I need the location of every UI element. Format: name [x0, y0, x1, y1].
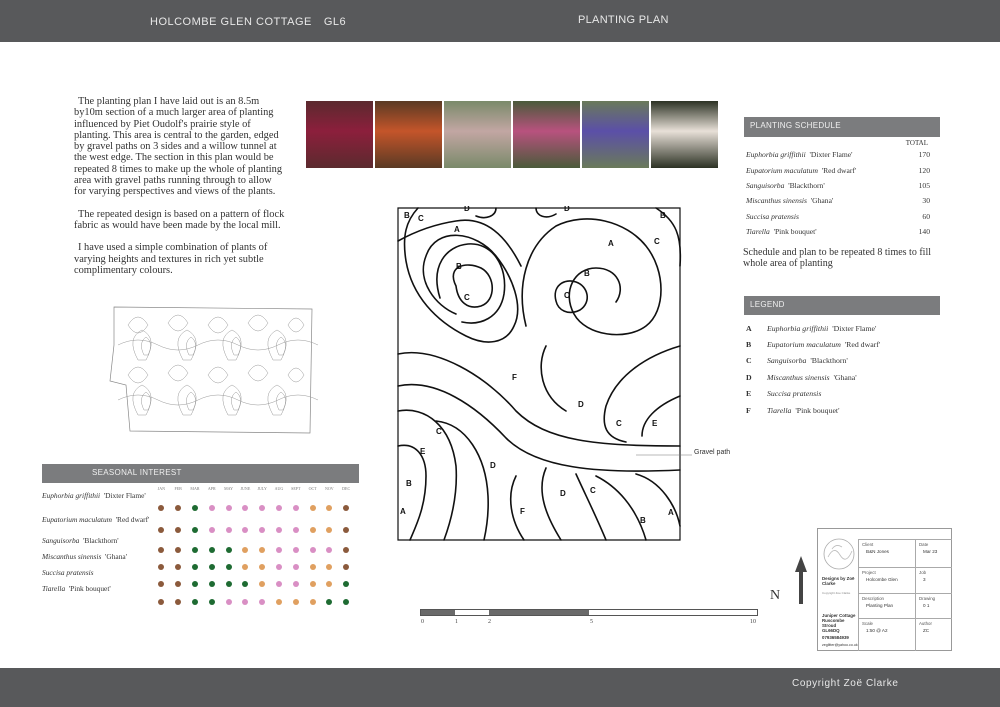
legend-plant: Euphorbia griffithii 'Dixter Flame' — [767, 323, 877, 333]
season-dot-row — [153, 540, 355, 558]
month-labels — [153, 486, 355, 491]
legend-key: E — [746, 389, 752, 399]
plant-name: Succisa pratensis — [746, 211, 799, 221]
total-header: TOTAL — [905, 139, 928, 147]
season-dot — [209, 527, 215, 533]
intro-paragraph: The repeated design is based on a pattern of flock fabric as would have been made by the local mill. — [74, 208, 285, 231]
month-label: SEPT — [291, 486, 301, 491]
plan-letter-e: E — [652, 419, 658, 428]
season-dot — [326, 505, 332, 511]
scale-label: 2 — [488, 619, 491, 625]
plan-letter-d: D — [578, 400, 584, 409]
season-dot — [175, 599, 181, 605]
season-dot — [326, 564, 332, 570]
season-dot — [343, 599, 349, 605]
plant-name: Tiarella 'Pink bouquet' — [746, 227, 817, 237]
planting-schedule — [746, 139, 932, 239]
month-label: APR — [207, 486, 216, 491]
client-cell: Client B&N Jones — [858, 539, 915, 567]
season-dot — [242, 505, 248, 511]
season-dot — [343, 581, 349, 587]
season-dot — [293, 599, 299, 605]
season-dot — [192, 527, 198, 533]
season-dot — [242, 581, 248, 587]
season-dot — [343, 547, 349, 553]
plan-letter-e: E — [420, 447, 426, 456]
season-dot — [310, 599, 316, 605]
season-dot — [310, 547, 316, 553]
schedule-row — [746, 193, 932, 208]
scale-label: 1 — [455, 619, 458, 625]
month-label: JAN — [157, 486, 166, 491]
succisa-photo — [582, 101, 649, 168]
legend-key: B — [746, 340, 752, 350]
flock-fabric-sketch — [108, 305, 318, 435]
eupatorium-photo — [513, 101, 580, 168]
plant-name: Sanguisorba 'Blackthorn' — [746, 180, 825, 190]
season-dot — [276, 547, 282, 553]
season-plant-name: Tiarella 'Pink bouquet' — [42, 584, 111, 593]
season-dot — [175, 505, 181, 511]
season-dot — [293, 547, 299, 553]
season-dot-row — [153, 557, 355, 575]
season-dot — [175, 581, 181, 587]
season-dot — [276, 564, 282, 570]
plan-letter-a: A — [608, 239, 614, 248]
season-dot — [259, 581, 265, 587]
north-label: N — [770, 588, 781, 603]
legend-key: F — [746, 405, 751, 415]
legend-row — [746, 369, 880, 385]
euphorbia-photo — [375, 101, 442, 168]
season-dot — [259, 564, 265, 570]
season-plant-name: Succisa pratensis — [42, 568, 94, 577]
plant-quantity: 60 — [922, 211, 930, 221]
season-dot — [226, 564, 232, 570]
season-dot — [310, 581, 316, 587]
description-cell: Description Planting Plan — [858, 593, 915, 618]
gravel-path-label: Gravel path — [694, 449, 731, 456]
season-dot — [293, 505, 299, 511]
legend-row — [746, 402, 880, 418]
schedule-row — [746, 178, 932, 193]
plan-letter-b: B — [406, 479, 412, 488]
legend — [746, 320, 880, 418]
plan-letter-c: C — [590, 486, 596, 495]
month-label: AUG — [274, 486, 284, 491]
sanguisorba-photo — [306, 101, 373, 168]
season-dot — [209, 599, 215, 605]
plan-letter-b: B — [456, 262, 462, 271]
plan-letter-f: F — [520, 507, 525, 516]
season-dot — [226, 599, 232, 605]
season-dot — [209, 564, 215, 570]
gravel-path-leader — [636, 452, 692, 458]
season-dot — [192, 581, 198, 587]
plant-name: Eupatorium maculatum 'Red dwarf' — [746, 165, 857, 175]
legend-row — [746, 353, 880, 369]
plan-letter-a: A — [454, 225, 460, 234]
footer-copyright: Copyright Zoë Clarke — [792, 678, 899, 689]
season-plant-name: Eupatorium maculatum 'Red dwarf' — [42, 515, 150, 524]
season-dot — [326, 547, 332, 553]
title-block — [817, 528, 952, 651]
season-plant-name: Sanguisorba 'Blackthorn' — [42, 536, 119, 545]
month-label: MAR — [190, 486, 200, 491]
drawing-cell: Drawing 0 1 — [915, 593, 952, 618]
plant-quantity: 105 — [918, 180, 930, 190]
plant-quantity: 30 — [922, 196, 930, 206]
season-dot — [259, 547, 265, 553]
schedule-row — [746, 224, 932, 239]
season-dot — [175, 564, 181, 570]
season-dot — [259, 505, 265, 511]
plan-letter-c: C — [616, 419, 622, 428]
season-dot — [175, 547, 181, 553]
scale-label: 10 — [750, 619, 756, 625]
season-dot-row — [153, 592, 355, 610]
month-label: OCT — [308, 486, 317, 491]
address: Juniper Cottage Ruscombe Stroud GL66DQ — [822, 613, 856, 633]
season-dot — [343, 564, 349, 570]
project-title: HOLCOMBE GLEN COTTAGE GL6 — [150, 16, 347, 28]
legend-plant: Sanguisorba 'Blackthorn' — [767, 356, 848, 366]
legend-row — [746, 386, 880, 402]
season-dot — [158, 527, 164, 533]
plan-letter-b: B — [660, 211, 666, 220]
schedule-row — [746, 162, 932, 177]
season-dot — [242, 547, 248, 553]
season-dot — [226, 581, 232, 587]
scale-label: 0 — [421, 619, 424, 625]
intro-text — [74, 96, 286, 287]
date-cell: Date Mar 23 — [915, 539, 952, 567]
season-dot — [343, 505, 349, 511]
season-dot — [259, 527, 265, 533]
season-dot — [192, 505, 198, 511]
legend-plant: Miscanthus sinensis 'Ghana' — [767, 372, 857, 382]
season-dot-row — [153, 520, 355, 538]
legend-row — [746, 320, 880, 336]
tiarella-photo — [651, 101, 718, 168]
season-dot — [293, 581, 299, 587]
plant-name: Euphorbia griffithii 'Dixter Flame' — [746, 150, 853, 160]
footer-bar — [0, 668, 1000, 707]
schedule-note: Schedule and plan to be repeated 8 times to fill whole area of planting — [743, 247, 931, 269]
season-dot — [259, 599, 265, 605]
plan-letter-b: B — [404, 211, 410, 220]
season-dot — [158, 547, 164, 553]
plan-letter-d: D — [490, 461, 496, 470]
season-dot — [226, 547, 232, 553]
season-dot — [158, 599, 164, 605]
season-dot — [242, 599, 248, 605]
project-cell: Project Holcombe Glen — [858, 567, 915, 593]
month-label: MAY — [224, 486, 234, 491]
intro-paragraph: I have used a simple combination of plants of varying heights and textures in rich yet subtle complimentary colours. — [74, 242, 268, 276]
schedule-heading: PLANTING SCHEDULE — [744, 117, 940, 137]
scale-label: 5 — [590, 619, 593, 625]
schedule-row — [746, 209, 932, 224]
phone: 07936584939 — [822, 635, 849, 640]
season-dot — [158, 564, 164, 570]
season-dot — [276, 581, 282, 587]
plan-letter-c: C — [564, 291, 570, 300]
month-label: FEB — [174, 486, 182, 491]
designer-copyright: Copyright Zoe Clarke — [822, 591, 851, 595]
plant-quantity: 120 — [918, 165, 930, 175]
season-dot — [310, 505, 316, 511]
plan-letter-c: C — [418, 214, 424, 223]
season-dot — [293, 564, 299, 570]
season-dot — [276, 599, 282, 605]
plant-name: Miscanthus sinensis 'Ghana' — [746, 196, 834, 206]
plan-letter-d: D — [564, 206, 570, 213]
plan-letter-c: C — [436, 427, 442, 436]
month-label: DEC — [342, 486, 351, 491]
email: zeglitter@yahoo.co.uk — [822, 643, 858, 647]
season-dot — [209, 581, 215, 587]
designer-name: Designs by Zoë Clarke — [822, 576, 855, 586]
season-dot — [209, 547, 215, 553]
season-dot — [276, 505, 282, 511]
season-dot — [226, 527, 232, 533]
season-dot — [158, 505, 164, 511]
legend-plant: Tiarella 'Pink bouquet' — [767, 405, 840, 415]
author-cell: Author ZC — [915, 618, 952, 651]
scale-cell: Scale 1:50 @ A2 — [858, 618, 915, 651]
plan-title: PLANTING PLAN — [578, 14, 669, 26]
plan-letter-a: A — [668, 508, 674, 517]
plan-letter-d: D — [464, 206, 470, 213]
planting-plan-drawing — [396, 206, 686, 542]
legend-plant: Succisa pratensis — [767, 389, 822, 399]
north-arrow-icon — [794, 556, 808, 606]
seasonal-heading: SEASONAL INTEREST — [42, 464, 359, 483]
legend-heading: LEGEND — [744, 296, 940, 315]
plan-letter-a: A — [400, 507, 406, 516]
season-dot — [326, 581, 332, 587]
season-dot — [192, 599, 198, 605]
legend-key: C — [746, 356, 752, 366]
season-dot — [175, 527, 181, 533]
season-dot — [242, 564, 248, 570]
month-label: JULY — [257, 486, 267, 491]
season-dot — [226, 505, 232, 511]
legend-row — [746, 336, 880, 352]
plant-photos — [306, 101, 718, 168]
job-cell: Job 3 — [915, 567, 952, 593]
season-dot — [343, 527, 349, 533]
legend-plant: Eupatorium maculatum 'Red dwarf' — [767, 340, 881, 350]
season-dot-row — [153, 498, 355, 516]
season-dot — [192, 564, 198, 570]
project-code: GL6 — [323, 16, 347, 28]
season-dot — [209, 505, 215, 511]
season-dot — [326, 527, 332, 533]
season-plant-name: Miscanthus sinensis 'Ghana' — [42, 552, 127, 561]
plan-letter-d: D — [560, 489, 566, 498]
season-plant-name: Euphorbia griffithii 'Dixter Flame' — [42, 491, 146, 500]
season-dot — [242, 527, 248, 533]
season-dot — [276, 527, 282, 533]
miscanthus-photo — [444, 101, 511, 168]
plan-letter-b: B — [640, 516, 646, 525]
season-dot — [310, 527, 316, 533]
legend-key: A — [746, 323, 752, 333]
month-label: JUNE — [240, 486, 251, 491]
month-label: NOV — [325, 486, 334, 491]
plan-letter-c: C — [654, 237, 660, 246]
legend-key: D — [746, 372, 752, 382]
plan-letter-b: B — [584, 269, 590, 278]
schedule-row — [746, 147, 932, 162]
season-dot — [192, 547, 198, 553]
scale-bar — [420, 609, 758, 616]
plan-letter-f: F — [512, 373, 517, 382]
intro-paragraph: The planting plan I have laid out is an 8.5m by10m section of a much larger area of planting influenced by Piet Oudolf's prairie style of planting. This area is central to the garden, edged by gravel paths on 3 sides and a willow tunnel at the west edge. The section in this plan would be repeated 8 times to make up the whole of planting area with gravel paths running through to allow for varying perspectives and views of the plants. — [74, 96, 283, 198]
plant-quantity: 140 — [918, 227, 930, 237]
plan-letter-c: C — [464, 293, 470, 302]
season-dot — [158, 581, 164, 587]
designer-logo — [822, 537, 856, 571]
season-dot — [293, 527, 299, 533]
header-bar — [0, 0, 1000, 42]
season-dot — [326, 599, 332, 605]
season-dot-row — [153, 574, 355, 592]
plant-quantity: 170 — [918, 150, 930, 160]
season-dot — [310, 564, 316, 570]
